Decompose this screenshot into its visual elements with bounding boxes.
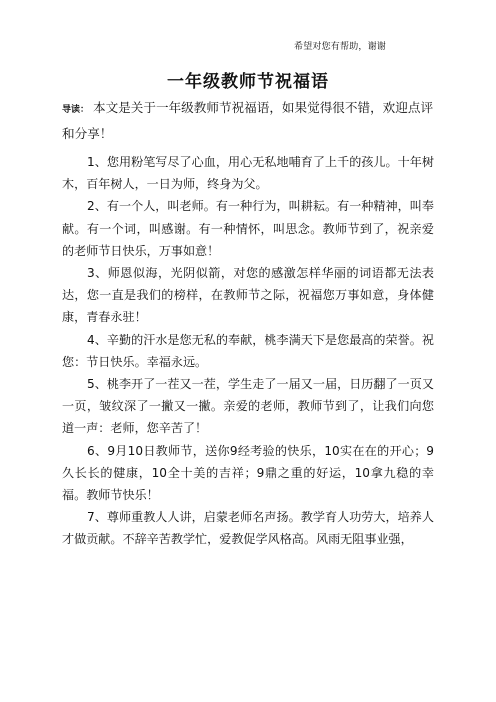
header-note: 希望对您有帮助，谢谢 [294,42,387,52]
document-title: 一年级教师节祝福语 [167,72,329,92]
intro-lead-label: 导读： [62,105,90,115]
paragraph-6: 6、9月10日教师节，送你9经考验的快乐，10实在在的开心；9久长长的健康，10全十美的吉祥；9鼎之重的好运，10拿九稳的幸福。教师节快乐！ [62,443,434,503]
paragraph-1: 1、您用粉笔写尽了心血，用心无私地哺育了上千的孩儿。十年树木，百年树人，一日为师，终身为父。 [62,155,434,192]
paragraph-3: 3、师恩似海，光阴似箭，对您的感激怎样华丽的词语都无法表达，您一直是我们的榜样，在教师节之际，祝福您万事如意，身体健康，青春永驻！ [62,266,434,325]
intro-paragraph [62,96,434,145]
paragraph-7: 7、尊师重教人人讲，启蒙老师名声扬。教学育人功劳大，培养人才做贡献。不辞辛苦教学忙，爱教促学风格高。风雨无阻事业强， [62,510,434,547]
paragraph-4: 4、辛勤的汗水是您无私的奉献，桃李满天下是您最高的荣誉。祝您：节日快乐。幸福永远。 [62,332,434,369]
intro-text: 本文是关于一年级教师节祝福语，如果觉得很不错，欢迎点评和分享！ [62,100,434,141]
body-text [62,151,434,551]
paragraph-2: 2、有一个人，叫老师。有一种行为，叫耕耘。有一种精神，叫奉献。有一个词，叫感谢。有一种情怀，叫思念。教师节到了，祝亲爱的老师节日快乐，万事如意！ [62,199,434,258]
paragraph-5: 5、桃李开了一茬又一茬，学生走了一届又一届，日历翻了一页又一页，皱纹深了一撇又一撇。亲爱的老师，教师节到了，让我们向您道一声：老师，您辛苦了！ [62,377,434,436]
